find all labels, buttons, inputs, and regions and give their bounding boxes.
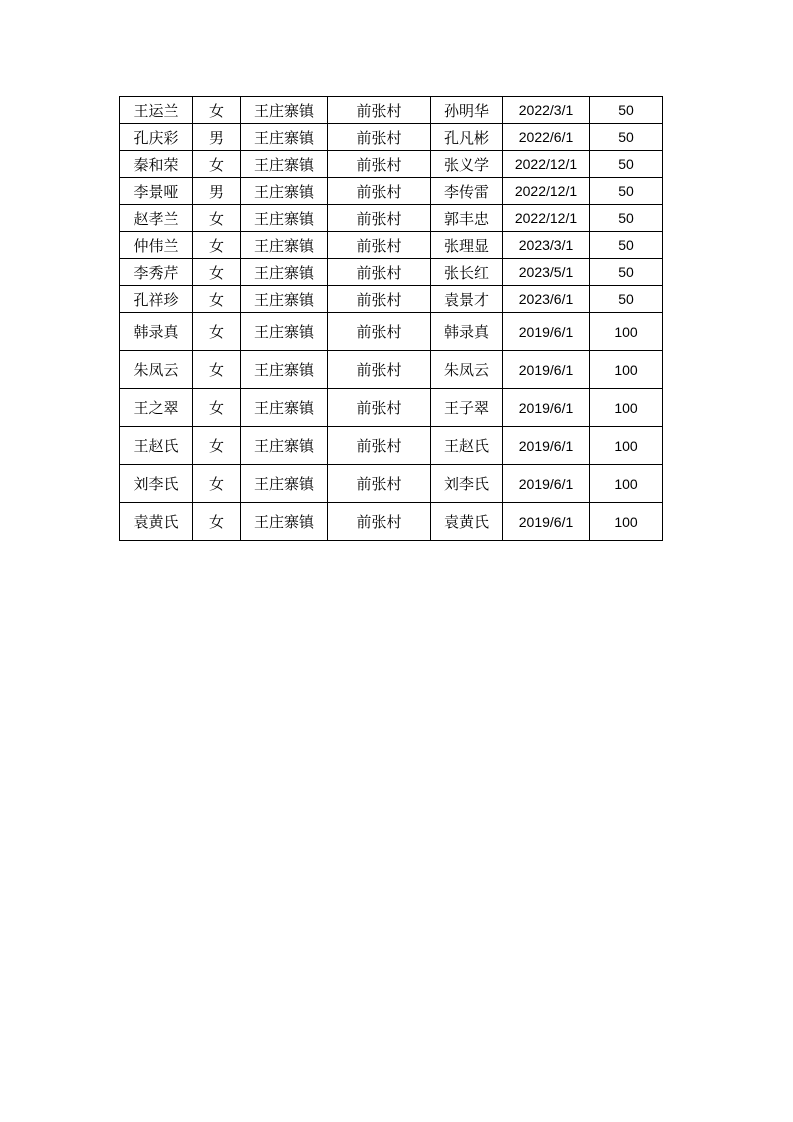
name-cell: 李秀芹: [120, 259, 193, 286]
village-cell: 前张村: [328, 286, 431, 313]
gender-cell: 女: [193, 313, 241, 351]
date-cell: 2022/12/1: [503, 178, 590, 205]
amount-cell: 50: [590, 178, 663, 205]
date-cell: 2019/6/1: [503, 465, 590, 503]
date-cell: 2023/6/1: [503, 286, 590, 313]
town-cell: 王庄寨镇: [241, 205, 328, 232]
village-cell: 前张村: [328, 259, 431, 286]
town-cell: 王庄寨镇: [241, 97, 328, 124]
name-cell: 仲伟兰: [120, 232, 193, 259]
table-row: [120, 427, 663, 465]
name-cell: 孔庆彩: [120, 124, 193, 151]
payee-cell: 袁黄氏: [431, 503, 503, 541]
town-cell: 王庄寨镇: [241, 313, 328, 351]
amount-cell: 100: [590, 351, 663, 389]
town-cell: 王庄寨镇: [241, 124, 328, 151]
date-cell: 2019/6/1: [503, 351, 590, 389]
table-row: [120, 503, 663, 541]
table-row: [120, 313, 663, 351]
table-row: [120, 259, 663, 286]
village-cell: 前张村: [328, 232, 431, 259]
payee-cell: 李传雷: [431, 178, 503, 205]
date-cell: 2022/12/1: [503, 151, 590, 178]
village-cell: 前张村: [328, 97, 431, 124]
record-table: [119, 96, 663, 541]
table-row: [120, 351, 663, 389]
amount-cell: 50: [590, 205, 663, 232]
table-row: [120, 178, 663, 205]
payee-cell: 郭丰忠: [431, 205, 503, 232]
name-cell: 李景哑: [120, 178, 193, 205]
date-cell: 2022/6/1: [503, 124, 590, 151]
village-cell: 前张村: [328, 351, 431, 389]
payee-cell: 孔凡彬: [431, 124, 503, 151]
town-cell: 王庄寨镇: [241, 503, 328, 541]
village-cell: 前张村: [328, 124, 431, 151]
date-cell: 2019/6/1: [503, 503, 590, 541]
amount-cell: 50: [590, 151, 663, 178]
town-cell: 王庄寨镇: [241, 151, 328, 178]
village-cell: 前张村: [328, 151, 431, 178]
payee-cell: 孙明华: [431, 97, 503, 124]
gender-cell: 女: [193, 151, 241, 178]
amount-cell: 50: [590, 97, 663, 124]
town-cell: 王庄寨镇: [241, 389, 328, 427]
town-cell: 王庄寨镇: [241, 427, 328, 465]
gender-cell: 女: [193, 286, 241, 313]
name-cell: 秦和荣: [120, 151, 193, 178]
table-row: [120, 124, 663, 151]
gender-cell: 男: [193, 178, 241, 205]
village-cell: 前张村: [328, 205, 431, 232]
gender-cell: 女: [193, 232, 241, 259]
payee-cell: 张长红: [431, 259, 503, 286]
payee-cell: 张理显: [431, 232, 503, 259]
gender-cell: 女: [193, 97, 241, 124]
gender-cell: 女: [193, 427, 241, 465]
date-cell: 2022/12/1: [503, 205, 590, 232]
payee-cell: 王赵氏: [431, 427, 503, 465]
name-cell: 袁黄氏: [120, 503, 193, 541]
town-cell: 王庄寨镇: [241, 232, 328, 259]
date-cell: 2023/3/1: [503, 232, 590, 259]
date-cell: 2023/5/1: [503, 259, 590, 286]
amount-cell: 50: [590, 124, 663, 151]
name-cell: 刘李氏: [120, 465, 193, 503]
gender-cell: 女: [193, 205, 241, 232]
table-row: [120, 286, 663, 313]
payee-cell: 袁景才: [431, 286, 503, 313]
village-cell: 前张村: [328, 465, 431, 503]
table-row: [120, 232, 663, 259]
village-cell: 前张村: [328, 178, 431, 205]
payee-cell: 刘李氏: [431, 465, 503, 503]
table-row: [120, 389, 663, 427]
amount-cell: 50: [590, 286, 663, 313]
record-table-body: [120, 97, 663, 541]
town-cell: 王庄寨镇: [241, 286, 328, 313]
date-cell: 2019/6/1: [503, 313, 590, 351]
table-row: [120, 151, 663, 178]
village-cell: 前张村: [328, 313, 431, 351]
amount-cell: 100: [590, 313, 663, 351]
amount-cell: 100: [590, 427, 663, 465]
name-cell: 韩录真: [120, 313, 193, 351]
name-cell: 朱凤云: [120, 351, 193, 389]
date-cell: 2019/6/1: [503, 389, 590, 427]
payee-cell: 张义学: [431, 151, 503, 178]
gender-cell: 女: [193, 389, 241, 427]
amount-cell: 100: [590, 503, 663, 541]
village-cell: 前张村: [328, 389, 431, 427]
amount-cell: 100: [590, 389, 663, 427]
gender-cell: 女: [193, 351, 241, 389]
date-cell: 2019/6/1: [503, 427, 590, 465]
payee-cell: 王子翠: [431, 389, 503, 427]
date-cell: 2022/3/1: [503, 97, 590, 124]
payee-cell: 韩录真: [431, 313, 503, 351]
town-cell: 王庄寨镇: [241, 259, 328, 286]
table-row: [120, 465, 663, 503]
name-cell: 王运兰: [120, 97, 193, 124]
gender-cell: 男: [193, 124, 241, 151]
gender-cell: 女: [193, 465, 241, 503]
gender-cell: 女: [193, 259, 241, 286]
village-cell: 前张村: [328, 427, 431, 465]
table-row: [120, 205, 663, 232]
name-cell: 赵孝兰: [120, 205, 193, 232]
town-cell: 王庄寨镇: [241, 465, 328, 503]
amount-cell: 100: [590, 465, 663, 503]
payee-cell: 朱凤云: [431, 351, 503, 389]
town-cell: 王庄寨镇: [241, 178, 328, 205]
amount-cell: 50: [590, 259, 663, 286]
town-cell: 王庄寨镇: [241, 351, 328, 389]
village-cell: 前张村: [328, 503, 431, 541]
amount-cell: 50: [590, 232, 663, 259]
name-cell: 王赵氏: [120, 427, 193, 465]
name-cell: 王之翠: [120, 389, 193, 427]
name-cell: 孔祥珍: [120, 286, 193, 313]
table-row: [120, 97, 663, 124]
gender-cell: 女: [193, 503, 241, 541]
